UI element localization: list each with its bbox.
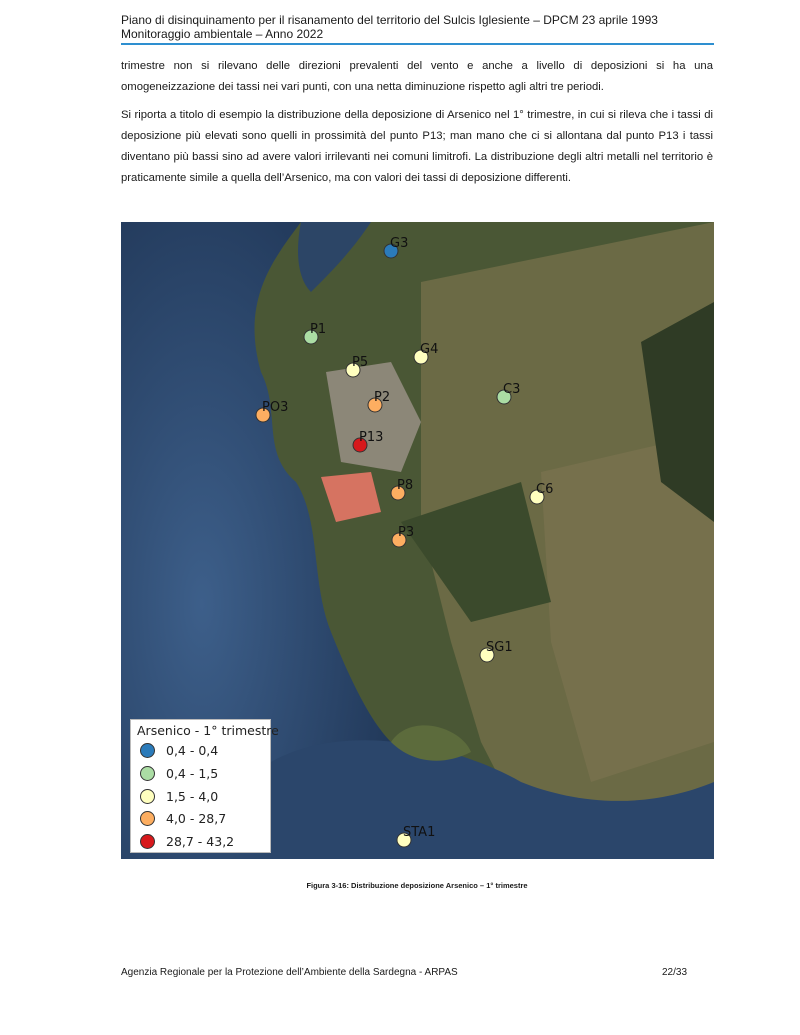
legend-item-label: 1,5 - 4,0 [166,788,219,804]
point-label-g3: G3 [390,236,409,251]
figure-caption: Figura 3-16: Distribuzione deposizione Arsenico – 1° trimestre [306,881,528,890]
map-point[interactable] [346,355,368,377]
point-label-c3: C3 [503,382,521,397]
legend-swatch [140,766,155,781]
legend-item-label: 0,4 - 0,4 [166,742,219,758]
point-label-p13: P13 [359,430,384,445]
legend-item [140,764,218,782]
paragraph-1: trimestre non si rilevano delle direzioni prevalenti del vento e anche a livello di deposizioni si ha una omogeneizzazione dei tassi nei vari punti, con una netta diminuzione rispetto agli altri tre periodi. [121,60,713,93]
legend-item [140,809,226,827]
map-point[interactable] [530,482,553,504]
map-point[interactable] [391,478,413,500]
legend-swatch [140,743,155,758]
legend-title: Arsenico - 1° trimestre [137,723,279,738]
map-point[interactable] [384,236,408,258]
map-point[interactable] [497,382,520,404]
point-label-sg1: SG1 [486,640,513,655]
legend-swatch [140,811,155,826]
legend-swatch [140,834,155,849]
map-point[interactable] [397,825,435,847]
legend-item-label: 28,7 - 43,2 [166,833,235,849]
legend-item [140,832,234,850]
point-label-p5: P5 [352,355,369,370]
paragraph-2: Si riporta a titolo di esempio la distribuzione della deposizione di Arsenico nel 1° trimestre, in cui si rileva che i tassi di deposizione più elevati sono quelli in prossimità del punto P13; man mano che ci si allontana dal punto P13 i tassi diventano più bassi sino ad avere valori irrilevanti nei comuni limitrofi. La distribuzione degli altri metalli nel territorio è praticamente simile a quella dell’Arsenico, ma con valori dei tassi di deposizione differenti. [121,109,713,184]
page-header [121,13,714,41]
legend-item [140,787,218,805]
point-label-p1: P1 [310,322,327,337]
legend-item-label: 4,0 - 28,7 [166,810,227,826]
point-label-c6: C6 [536,482,554,497]
map-point[interactable] [368,390,390,412]
header-divider [121,43,714,45]
footer-agency: Agenzia Regionale per la Protezione dell’Ambiente della Sardegna - ARPAS [121,967,458,978]
point-label-sta1: STA1 [403,825,436,840]
point-label-p8: P8 [397,478,414,493]
map-point[interactable] [304,322,326,344]
map-point[interactable] [392,525,414,547]
point-label-p3: P3 [398,525,415,540]
point-label-po3: PO3 [262,400,289,415]
legend-item [140,741,218,759]
point-label-p2: P2 [374,390,391,405]
header-title: Piano di disinquinamento per il risanamento del territorio del Sulcis Iglesiente – DPCM 23 aprile 1993 [121,13,658,27]
map-legend [130,719,279,853]
point-label-g4: G4 [420,342,439,357]
map-point[interactable] [353,430,383,452]
map-point[interactable] [480,640,513,662]
legend-swatch [140,789,155,804]
map-point[interactable] [414,342,438,364]
footer-page-number: 22/33 [662,967,688,978]
legend-item-label: 0,4 - 1,5 [166,765,219,781]
header-subtitle: Monitoraggio ambientale – Anno 2022 [121,27,324,41]
map-point[interactable] [256,400,288,422]
